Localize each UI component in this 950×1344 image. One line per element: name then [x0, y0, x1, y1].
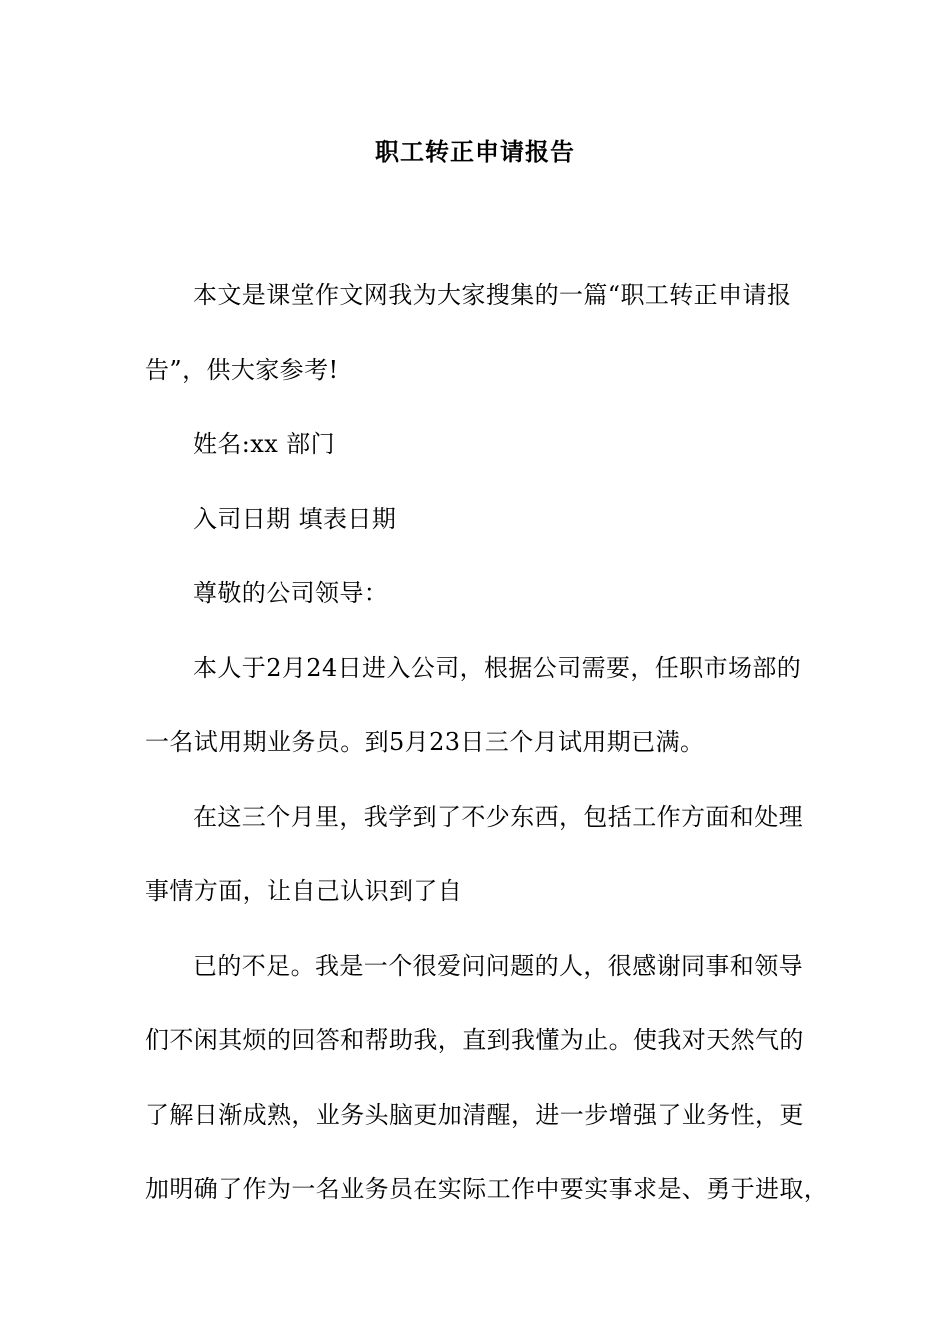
body-line: 本文是课堂作文网我为大家搜集的一篇“职工转正申请报 — [193, 281, 792, 309]
body-line: 入司日期 填表日期 — [193, 504, 397, 533]
body-line: 本人于2月24日进入公司，根据公司需要，任职市场部的 — [193, 653, 802, 682]
body-line: 事情方面，让自己认识到了自 — [145, 877, 463, 905]
body-line: 加明确了作为一名业务员在实际工作中要实事求是、勇于进取， — [145, 1175, 829, 1203]
document-title: 职工转正申请报告 — [375, 138, 575, 166]
body-line: 在这三个月里，我学到了不少东西，包括工作方面和处理 — [193, 802, 803, 831]
document-body — [145, 258, 835, 1227]
body-line: 告”，供大家参考! — [145, 355, 339, 384]
body-line: 尊敬的公司领导： — [193, 579, 389, 607]
body-line: 了解日渐成熟，业务头脑更加清醒，进一步增强了业务性，更 — [145, 1100, 804, 1129]
body-line: 们不闲其烦的回答和帮助我，直到我懂为止。使我对天然气的 — [145, 1026, 804, 1054]
body-line: 一名试用期业务员。到5月23日三个月试用期已满。 — [145, 728, 705, 756]
body-line: 已的不足。我是一个很爱问问题的人，很感谢同事和领导 — [193, 951, 803, 980]
body-line: 姓名:xx 部门 — [193, 430, 335, 458]
